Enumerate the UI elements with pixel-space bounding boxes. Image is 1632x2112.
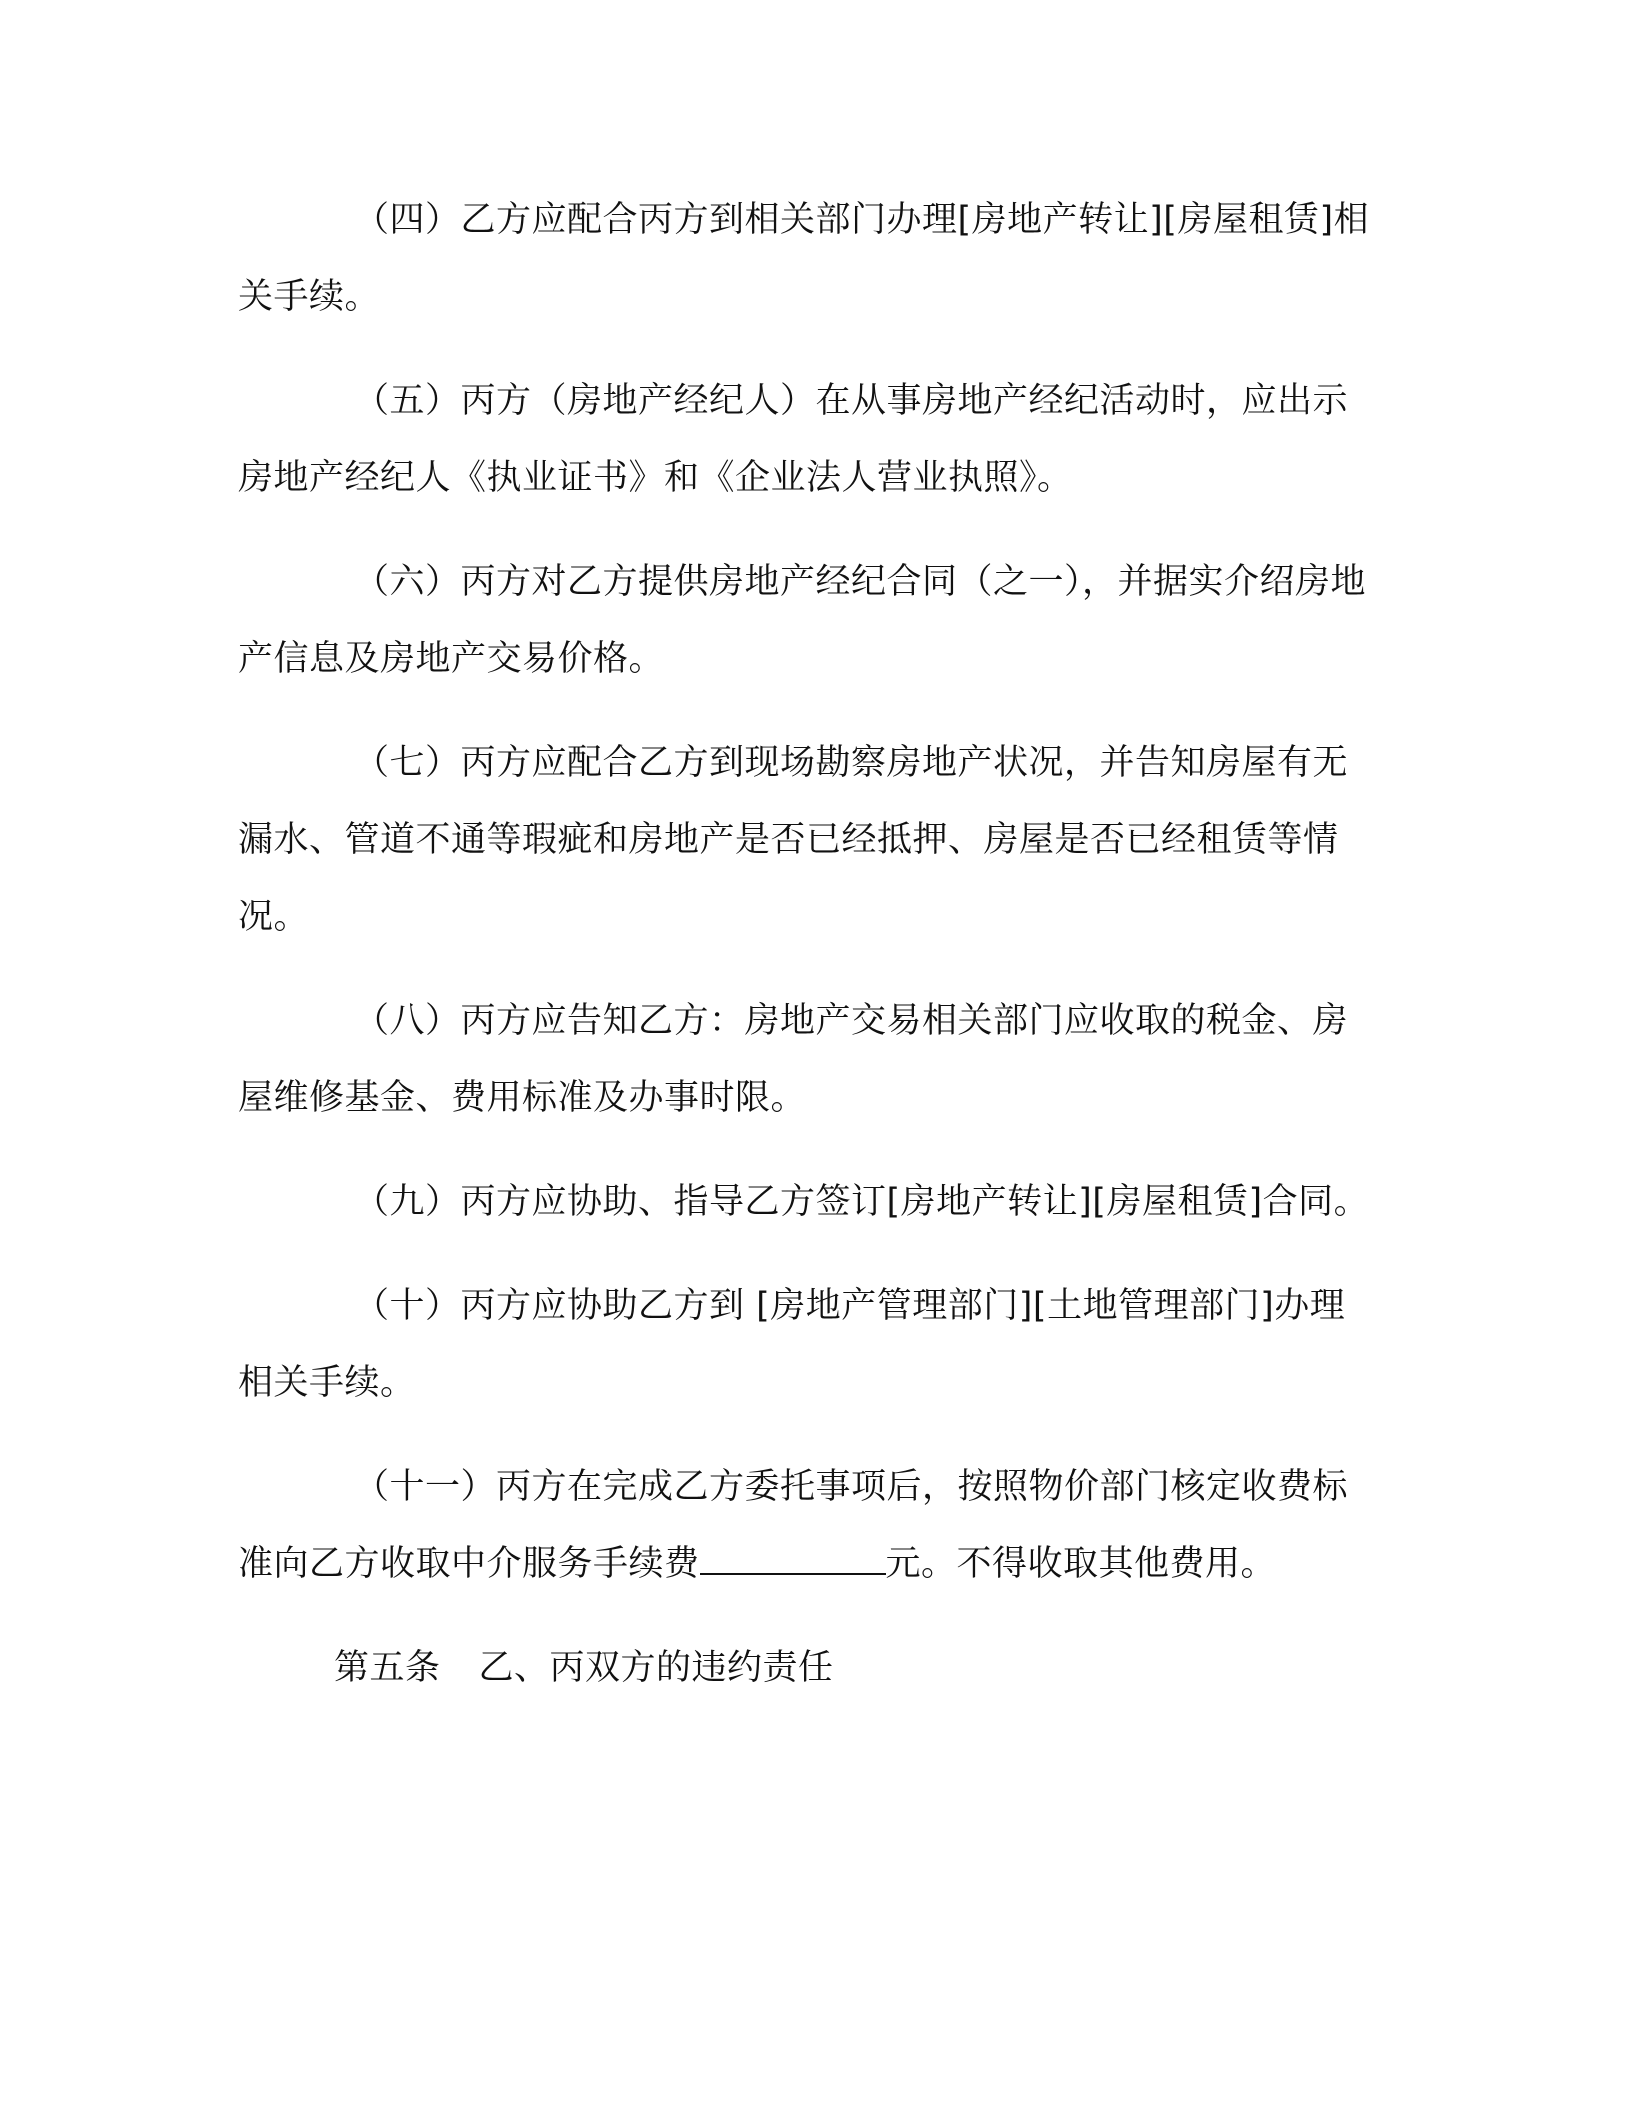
clause-11-text-before: （十一）丙方在完成乙方委托事项后，按照物价部门核定收费标准向乙方收取中介服务手续费 (238, 1467, 1349, 1584)
section-heading (238, 1630, 1380, 1707)
document-body (238, 182, 1380, 1707)
clause-9: （九）丙方应协助、指导乙方签订[房地产转让][房屋租赁]合同。 (354, 1182, 1370, 1222)
clause-4: （四）乙方应配合丙方到相关部门办理[房地产转让][房屋租赁]相关手续。 (238, 200, 1370, 317)
clause-11-text-after: 元。不得收取其他费用。 (885, 1544, 1277, 1584)
clause-8: （八）丙方应告知乙方：房地产交易相关部门应收取的税金、房屋维修基金、费用标准及办事时限。 (238, 1001, 1349, 1118)
clause-10: （十）丙方应协助乙方到 [房地产管理部门][土地管理部门]办理相关手续。 (238, 1286, 1346, 1403)
clause-5: （五）丙方（房地产经纪人）在从事房地产经纪活动时，应出示房地产经纪人《执业证书》和《企业法人营业执照》。 (238, 381, 1349, 498)
section-title: 乙、丙双方的违约责任 (478, 1648, 834, 1688)
clause-7: （七）丙方应配合乙方到现场勘察房地产状况，并告知房屋有无漏水、管道不通等瑕疵和房地产是否已经抵押、房屋是否已经租赁等情况。 (238, 743, 1349, 937)
clause-11 (238, 1449, 1380, 1603)
clause-6: （六）丙方对乙方提供房地产经纪合同（之一），并据实介绍房地产信息及房地产交易价格。 (238, 562, 1367, 679)
fee-blank-line (700, 1543, 886, 1575)
section-number: 第五条 (334, 1648, 441, 1688)
